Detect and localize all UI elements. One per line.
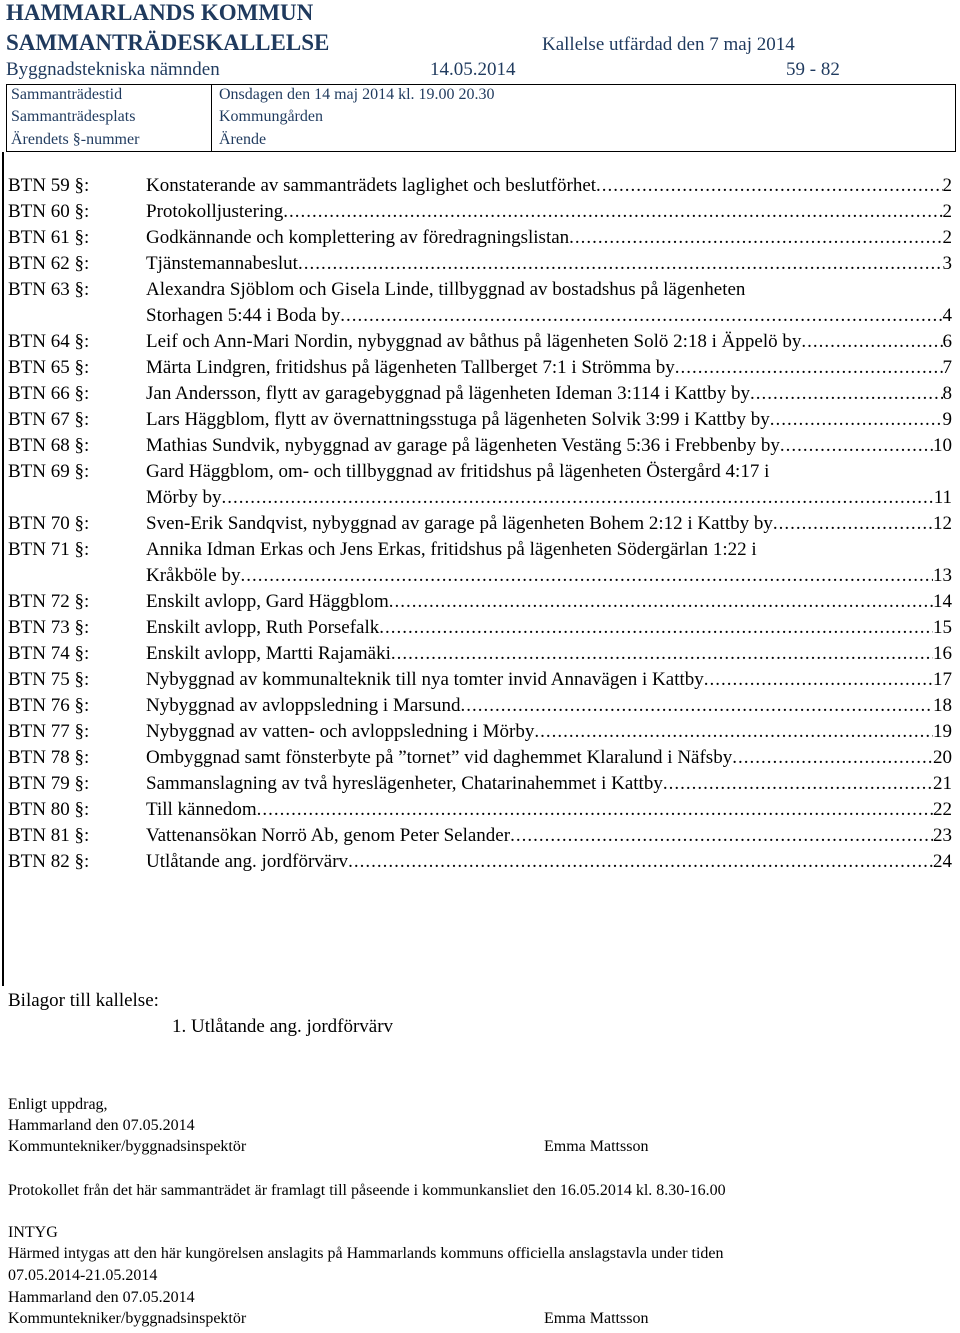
agenda-item [8,823,952,849]
issue-date: Kallelse utfärdad den 7 maj 2014 [542,34,795,55]
agenda-item-text [146,277,952,329]
dot-leader [283,199,942,225]
agenda-item-title-line: Alexandra Sjöblom och Gisela Linde, tillbyggnad av bostadshus på lägenheten [146,279,746,300]
agenda-item [8,849,952,875]
agenda-item-text [146,771,952,797]
certificate-period: 07.05.2014-21.05.2014 [8,1267,158,1284]
agenda-item-title-line: Jan Andersson, flytt av garagebyggnad på lägenheten Ideman 3:114 i Kattby by [146,383,750,404]
agenda-item-title-line: Enskilt avlopp, Ruth Porsefalk [146,617,380,638]
signature-title: Kommuntekniker/byggnadsinspektör [8,1138,247,1155]
agenda-item [8,433,952,459]
agenda-item-code: BTN 68 §: [8,435,90,456]
time-value: Onsdagen den 14 maj 2014 kl. 19.00 20.30 [219,86,495,103]
agenda-item-title-line: Leif och Ann-Mari Nordin, nybyggnad av båthus på lägenheten Solö 2:18 i Äppelö by [146,331,802,352]
agenda-item-code: BTN 74 §: [8,643,90,664]
agenda-item [8,329,952,355]
protocol-note: Protokollet från det här sammanträdet är framlagt till påseende i kommunkansliet den 16.05.2014 kl. 8.30-16.00 [8,1182,726,1199]
place-value: Kommungården [219,108,323,125]
agenda-item-code: BTN 70 §: [8,513,90,534]
agenda-item-page: 20 [933,747,952,768]
dot-leader [596,173,942,199]
agenda-item-page: 9 [942,409,952,430]
agenda-item-page: 21 [933,773,952,794]
agenda-item-text [146,589,952,615]
agenda-item-page: 10 [933,435,952,456]
place-label: Sammanträdesplats [11,108,136,125]
agenda-item-text [146,823,952,849]
agenda-item [8,381,952,407]
board-name: Byggnadstekniska nämnden [6,59,220,80]
agenda-item-code: BTN 76 §: [8,695,90,716]
agenda-item-text [146,459,952,511]
agenda-item-title-line: Ombyggnad samt fönsterbyte på ”tornet” vid daghemmet Klaralund i Näfsby [146,747,733,768]
agenda-item-title-line: Protokolljustering [146,201,284,222]
agenda-item-text [146,433,952,459]
agenda-item-code: BTN 59 §: [8,175,90,196]
agenda-item-text [146,251,952,277]
agenda-item-text [146,537,952,589]
agenda-item [8,667,952,693]
agenda-item [8,693,952,719]
agenda-item-text [146,797,952,823]
agenda-item-code: BTN 82 §: [8,851,90,872]
agenda-item-code: BTN 72 §: [8,591,90,612]
time-label: Sammanträdestid [11,86,123,103]
attachment-item: 1. Utlåtande ang. jordförvärv [172,1016,394,1037]
agenda-item-page: 18 [933,695,952,716]
certificate-title: Kommuntekniker/byggnadsinspektör [8,1310,247,1327]
dot-leader [801,329,942,355]
agenda-item-text [146,381,952,407]
agenda-item-page: 17 [933,669,952,690]
agenda-item-title-line: Enskilt avlopp, Martti Rajamäki [146,643,391,664]
dot-leader [510,823,933,849]
agenda-item-code: BTN 75 §: [8,669,90,690]
dot-leader [663,771,933,797]
agenda-item-title-line: Nybyggnad av vatten- och avloppsledning i Mörby [146,721,535,742]
dot-leader [770,407,943,433]
paragraph-range: 59 - 82 [786,59,840,80]
dot-leader [298,251,943,277]
certificate-text: Härmed intygas att den här kungörelsen anslagits på Hammarlands kommuns officiella anslagstavla under tiden [8,1245,724,1262]
agenda-item-page: 2 [942,227,952,248]
certificate-heading: INTYG [8,1224,58,1241]
dot-leader [221,485,933,511]
agenda-item-code: BTN 60 §: [8,201,90,222]
agenda-item [8,797,952,823]
agenda-item-code: BTN 69 §: [8,461,90,482]
agenda-item [8,641,952,667]
agenda-item-page: 8 [942,383,952,404]
agenda-item-code: BTN 62 §: [8,253,90,274]
agenda-item-page: 16 [933,643,952,664]
dot-leader [461,693,933,719]
agenda-item [8,745,952,771]
agenda-item-text [146,355,952,381]
agenda-item-code: BTN 81 §: [8,825,90,846]
dot-leader [780,433,933,459]
document-type: SAMMANTRÄDESKALLELSE [6,30,330,55]
dot-leader [773,511,933,537]
agenda-item-page: 6 [942,331,952,352]
agenda-item [8,771,952,797]
agenda-item-title-line: Enskilt avlopp, Gard Häggblom [146,591,389,612]
agenda-item-text [146,511,952,537]
agenda-item-page: 24 [933,851,952,872]
agenda-item [8,277,952,329]
agenda-item-title-line: Utlåtande ang. jordförvärv [146,851,349,872]
municipality-name: HAMMARLANDS KOMMUN [6,0,314,25]
agenda-item-title-line: Lars Häggblom, flytt av övernattningsstuga på lägenheten Solvik 3:99 i Kattby by [146,409,770,430]
agenda-item-text [146,745,952,771]
dot-leader [348,849,933,875]
attachments-heading: Bilagor till kallelse: [8,990,159,1011]
dot-leader [534,719,933,745]
agenda-item-title-line: Godkännande och komplettering av föredragningslistan [146,227,570,248]
agenda-item-page: 3 [942,253,952,274]
agenda-item-page: 11 [933,487,952,508]
signature-intro: Enligt uppdrag, [8,1096,108,1113]
agenda-item-title-line: Konstaterande av sammanträdets laglighet och beslutförhet [146,175,597,196]
dot-leader [389,589,933,615]
agenda-item-title-line: Annika Idman Erkas och Jens Erkas, fritidshus på lägenheten Södergärlan 1:22 i [146,539,757,560]
agenda-item [8,199,952,225]
agenda-item-text [146,693,952,719]
agenda-item-page: 22 [933,799,952,820]
dot-leader [704,667,933,693]
agenda-item-text [146,641,952,667]
dot-leader [257,797,933,823]
agenda-item-text [146,173,952,199]
dot-leader [750,381,943,407]
dot-leader [675,355,943,381]
agenda-item-page: 13 [933,565,952,586]
agenda-item-code: BTN 65 §: [8,357,90,378]
meeting-info-table [6,84,956,152]
dot-leader [240,563,933,589]
agenda-item-title-line: Storhagen 5:44 i Boda by [146,305,341,326]
agenda-item-text [146,615,952,641]
agenda-item-text [146,719,952,745]
agenda-item-code: BTN 64 §: [8,331,90,352]
agenda-item-page: 23 [933,825,952,846]
agenda-item [8,407,952,433]
agenda-item-page: 15 [933,617,952,638]
meeting-date: 14.05.2014 [430,59,516,80]
agenda-item-code: BTN 79 §: [8,773,90,794]
agenda-item-page: 12 [933,513,952,534]
agenda-item [8,225,952,251]
dot-leader [340,303,942,329]
agenda-item-title-line: Mathias Sundvik, nybyggnad av garage på lägenheten Vestäng 5:36 i Frebbenby by [146,435,780,456]
agenda-item-page: 4 [942,305,952,326]
agenda-item [8,719,952,745]
agenda-item-text [146,667,952,693]
agenda-item-code: BTN 78 §: [8,747,90,768]
agenda-item-title-line: Sven-Erik Sandqvist, nybyggnad av garage på lägenheten Bohem 2:12 i Kattby by [146,513,773,534]
paragraph-number-label: Ärendets §-nummer [11,131,140,148]
agenda-item [8,511,952,537]
agenda-item-title-line: Till kännedom [146,799,257,820]
agenda-item-page: 14 [933,591,952,612]
dot-leader [732,745,933,771]
agenda-item-page: 7 [942,357,952,378]
agenda-item-title-line: Märta Lindgren, fritidshus på lägenheten Tallberget 7:1 i Strömma by [146,357,675,378]
agenda-item [8,537,952,589]
agenda-item [8,355,952,381]
dot-leader [379,615,933,641]
subject-label: Ärende [219,131,267,148]
agenda-item-code: BTN 66 §: [8,383,90,404]
signature-place-date: Hammarland den 07.05.2014 [8,1117,195,1134]
agenda-item-text [146,199,952,225]
agenda-item-title-line: Sammanslagning av två hyreslägenheter, Chatarinahemmet i Kattby [146,773,663,794]
agenda-item-text [146,329,952,355]
agenda-item-code: BTN 63 §: [8,279,90,300]
agenda-item-title-line: Tjänstemannabeslut [146,253,298,274]
agenda-item-code: BTN 73 §: [8,617,90,638]
certificate-place-date: Hammarland den 07.05.2014 [8,1289,195,1306]
dot-leader [391,641,933,667]
agenda-item [8,615,952,641]
signature-name: Emma Mattsson [544,1138,649,1155]
agenda-item-code: BTN 61 §: [8,227,90,248]
agenda-item-text [146,407,952,433]
agenda-item-title-line: Kråkböle by [146,565,241,586]
agenda-item-code: BTN 71 §: [8,539,90,560]
agenda-item-title-line: Gard Häggblom, om- och tillbyggnad av fritidshus på lägenheten Östergård 4:17 i [146,461,770,482]
agenda-item [8,589,952,615]
agenda-item-text [146,225,952,251]
agenda-item-code: BTN 77 §: [8,721,90,742]
agenda-item-title-line: Mörby by [146,487,222,508]
agenda-item-page: 19 [933,721,952,742]
table-divider [211,85,212,151]
agenda-item-text [146,849,952,875]
agenda-item-title-line: Vattenansökan Norrö Ab, genom Peter Selander [146,825,511,846]
agenda-item-title-line: Nybyggnad av avloppsledning i Marsund [146,695,461,716]
agenda-item-title-line: Nybyggnad av kommunalteknik till nya tomter invid Annavägen i Kattby [146,669,704,690]
agenda-item-code: BTN 80 §: [8,799,90,820]
agenda-item-page: 2 [942,175,952,196]
agenda-item [8,251,952,277]
certificate-name: Emma Mattsson [544,1310,649,1327]
agenda-item [8,173,952,199]
agenda-item-page: 2 [942,201,952,222]
agenda-item [8,459,952,511]
agenda-item-code: BTN 67 §: [8,409,90,430]
dot-leader [569,225,942,251]
